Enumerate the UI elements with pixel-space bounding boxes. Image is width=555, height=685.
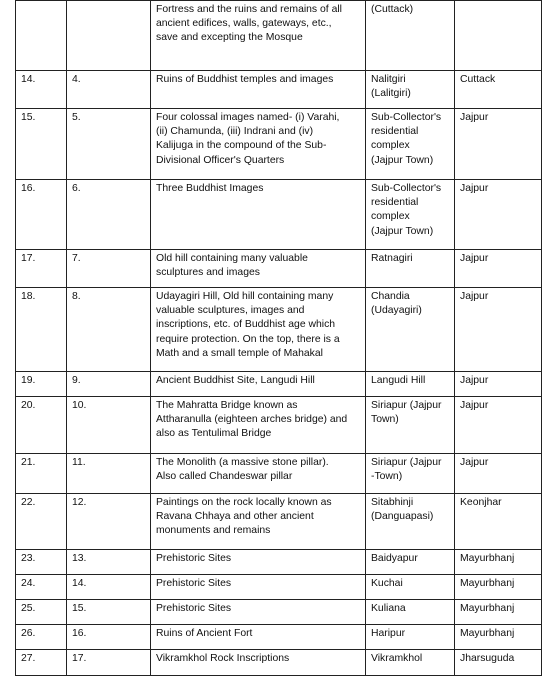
monument-district: Mayurbhanj [455, 575, 542, 600]
monument-district [455, 1, 542, 71]
table-row [16, 397, 542, 454]
table-row [16, 650, 542, 676]
monument-location: Siriapur (Jajpur Town) [366, 397, 455, 454]
serial-number: 15. [16, 109, 67, 180]
monument-district: Mayurbhanj [455, 625, 542, 650]
monument-district: Jajpur [455, 454, 542, 494]
item-number: 6. [67, 180, 151, 250]
table-row [16, 250, 542, 288]
item-number: 4. [67, 71, 151, 109]
table-row [16, 454, 542, 494]
monument-name: Four colossal images named- (i) Varahi, (ii) Chamunda, (iii) Indrani and (iv) Kalijuga in the compound of the Sub- Divisional Officer's Quarters [151, 109, 366, 180]
item-number: 16. [67, 625, 151, 650]
item-number: 17. [67, 650, 151, 676]
table-row [16, 600, 542, 625]
monument-name: Prehistoric Sites [151, 550, 366, 575]
table-row [16, 575, 542, 600]
monument-district: Jajpur [455, 288, 542, 372]
item-number: 7. [67, 250, 151, 288]
serial-number: 27. [16, 650, 67, 676]
serial-number: 22. [16, 494, 67, 550]
monument-location: Sub-Collector's residential complex (Jajpur Town) [366, 109, 455, 180]
monument-name: Prehistoric Sites [151, 575, 366, 600]
monument-district: Mayurbhanj [455, 550, 542, 575]
monument-name: Old hill containing many valuable sculptures and images [151, 250, 366, 288]
monument-district: Jajpur [455, 180, 542, 250]
monument-name: Ruins of Buddhist temples and images [151, 71, 366, 109]
table-row [16, 109, 542, 180]
monument-location: Baidyapur [366, 550, 455, 575]
item-number: 10. [67, 397, 151, 454]
monument-district: Jajpur [455, 109, 542, 180]
monument-location: Ratnagiri [366, 250, 455, 288]
monument-name: Paintings on the rock locally known as Ravana Chhaya and other ancient monuments and remains [151, 494, 366, 550]
serial-number [16, 1, 67, 71]
monument-name: Ancient Buddhist Site, Langudi Hill [151, 372, 366, 397]
monument-location: Kuliana [366, 600, 455, 625]
table-row [16, 494, 542, 550]
item-number: 11. [67, 454, 151, 494]
monument-location: Kuchai [366, 575, 455, 600]
serial-number: 18. [16, 288, 67, 372]
monument-name: Ruins of Ancient Fort [151, 625, 366, 650]
monument-location: Sitabhinji (Danguapasi) [366, 494, 455, 550]
table-body [16, 1, 542, 676]
table-row [16, 372, 542, 397]
monument-location: Langudi Hill [366, 372, 455, 397]
monument-location: Nalitgiri (Lalitgiri) [366, 71, 455, 109]
monument-name: Fortress and the ruins and remains of all ancient edifices, walls, gateways, etc., save and excepting the Mosque [151, 1, 366, 71]
monument-location: Haripur [366, 625, 455, 650]
monument-district: Jajpur [455, 250, 542, 288]
serial-number: 16. [16, 180, 67, 250]
item-number: 5. [67, 109, 151, 180]
serial-number: 21. [16, 454, 67, 494]
serial-number: 25. [16, 600, 67, 625]
serial-number: 17. [16, 250, 67, 288]
serial-number: 19. [16, 372, 67, 397]
table-row [16, 1, 542, 71]
table-row [16, 625, 542, 650]
serial-number: 26. [16, 625, 67, 650]
item-number: 13. [67, 550, 151, 575]
monument-location: (Cuttack) [366, 1, 455, 71]
monument-district: Mayurbhanj [455, 600, 542, 625]
serial-number: 20. [16, 397, 67, 454]
monument-district: Jharsuguda [455, 650, 542, 676]
item-number: 8. [67, 288, 151, 372]
monument-location: Sub-Collector's residential complex (Jajpur Town) [366, 180, 455, 250]
monuments-table [15, 0, 542, 676]
serial-number: 23. [16, 550, 67, 575]
item-number: 9. [67, 372, 151, 397]
monument-district: Keonjhar [455, 494, 542, 550]
monument-district: Jajpur [455, 372, 542, 397]
monument-name: Prehistoric Sites [151, 600, 366, 625]
monument-district: Jajpur [455, 397, 542, 454]
monument-name: Vikramkhol Rock Inscriptions [151, 650, 366, 676]
monument-location: Chandia (Udayagiri) [366, 288, 455, 372]
monument-location: Siriapur (Jajpur -Town) [366, 454, 455, 494]
monument-name: The Monolith (a massive stone pillar). Also called Chandeswar pillar [151, 454, 366, 494]
item-number: 12. [67, 494, 151, 550]
table-row [16, 550, 542, 575]
table-row [16, 71, 542, 109]
monument-location: Vikramkhol [366, 650, 455, 676]
item-number [67, 1, 151, 71]
item-number: 14. [67, 575, 151, 600]
serial-number: 14. [16, 71, 67, 109]
monument-name: Udayagiri Hill, Old hill containing many valuable sculptures, images and inscriptions, etc. of Buddhist age which require protection. On the top, there is a Math and a small temple of Mahakal [151, 288, 366, 372]
table-row [16, 288, 542, 372]
item-number: 15. [67, 600, 151, 625]
serial-number: 24. [16, 575, 67, 600]
monument-name: The Mahratta Bridge known as Attharanulla (eighteen arches bridge) and also as Tentulimal Bridge [151, 397, 366, 454]
monument-name: Three Buddhist Images [151, 180, 366, 250]
table-row [16, 180, 542, 250]
monument-district: Cuttack [455, 71, 542, 109]
